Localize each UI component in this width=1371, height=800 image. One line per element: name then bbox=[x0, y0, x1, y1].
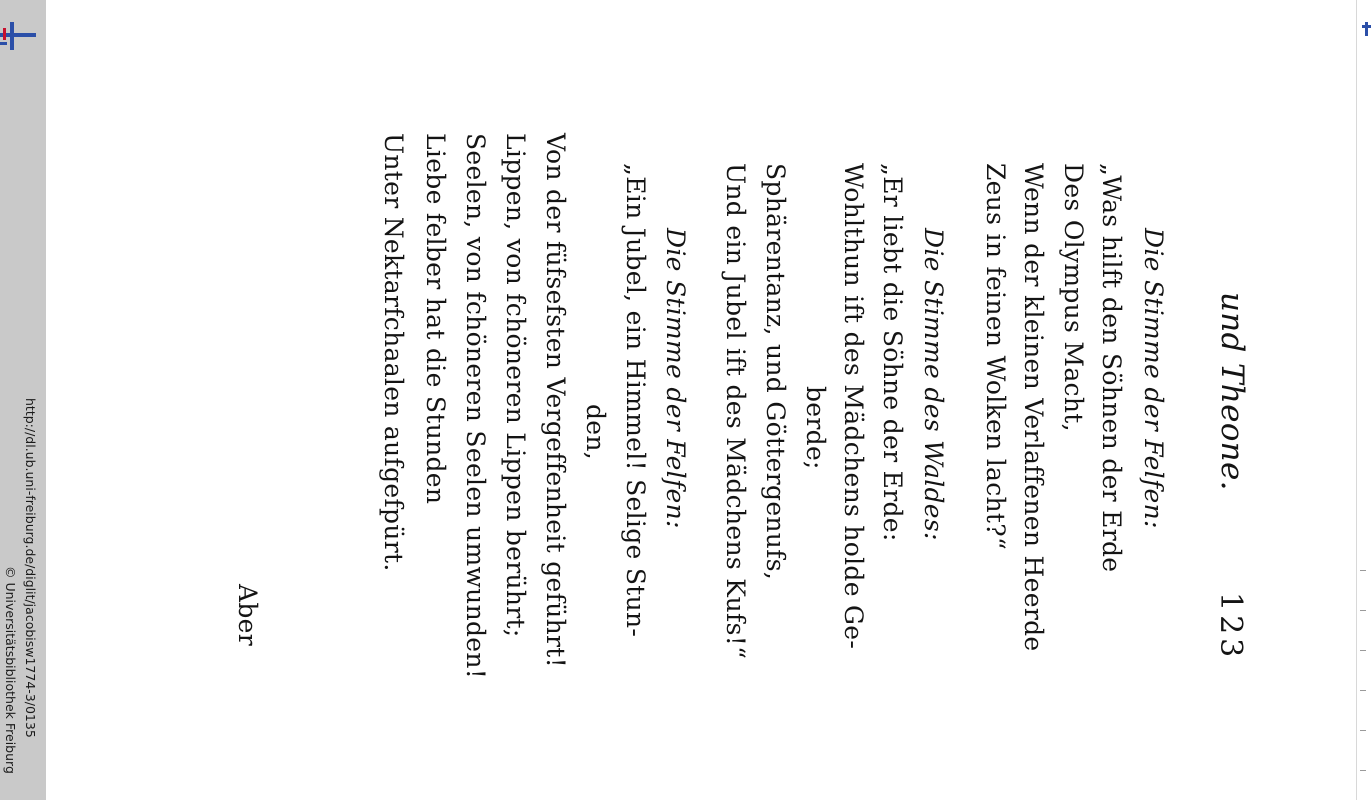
scanned-page bbox=[233, 133, 1250, 738]
running-head: und Theone. bbox=[1214, 292, 1250, 491]
verse-line: Liebe felber hat die Stunden bbox=[421, 133, 450, 505]
verse-line: Wenn der kleinen Verlaffenen Heerde bbox=[1019, 163, 1048, 652]
verse-line: berde; bbox=[801, 386, 830, 470]
catchword: Aber bbox=[233, 584, 262, 647]
section-heading: Die Stimme des Waldes: bbox=[919, 228, 948, 541]
verse-line: Und ein Jubel ift des Mädchens Kufs!“ bbox=[721, 163, 750, 660]
verse-line: Des Olympus Macht, bbox=[1059, 163, 1088, 432]
edge-tick bbox=[1360, 690, 1366, 691]
section-heading: Die Stimme der Felfen: bbox=[1139, 228, 1168, 529]
edge-tick bbox=[1360, 770, 1366, 771]
edge-tick bbox=[1360, 570, 1366, 571]
verse-line: Unter Nektarfchaalen aufgefpürt. bbox=[379, 133, 408, 572]
edge-tick bbox=[1360, 730, 1366, 731]
verse-line: „Was hilft den Söhnen der Erde bbox=[1097, 163, 1126, 573]
verse-line: „Er liebt die Söhne der Erde: bbox=[878, 163, 907, 542]
verse-line: Sphärentanz, und Göttergenufs, bbox=[761, 163, 790, 581]
section-heading: Die Stimme der Felfen: bbox=[661, 228, 690, 529]
library-logo-icon bbox=[0, 22, 40, 50]
verse-line: Lippen, von fchöneren Lippen berührt; bbox=[501, 133, 530, 638]
verse-line: Wohlthun ift des Mädchens holde Ge- bbox=[839, 163, 868, 650]
edge-tick bbox=[1360, 650, 1366, 651]
verse-line: Von der füfsefsten Vergeffenheit geführt! bbox=[541, 133, 570, 668]
edge-tick bbox=[1360, 610, 1366, 611]
left-sidebar bbox=[0, 0, 46, 800]
verse-line: Seelen, von fchöneren Seelen umwunden! bbox=[461, 133, 490, 680]
right-edge-strip bbox=[1356, 0, 1371, 800]
copyright-notice: © Universitätsbibliothek Freiburg bbox=[3, 566, 18, 774]
edge-marker-icon bbox=[1361, 22, 1371, 36]
page-number: 123 bbox=[1213, 592, 1248, 662]
source-url[interactable]: http://dl.ub.uni-freiburg.de/diglit/jacobisw1774-3/0135 bbox=[23, 398, 38, 738]
verse-line: Zeus in feinen Wolken lacht?“ bbox=[981, 163, 1010, 551]
verse-line: „Ein Jubel, ein Himmel! Selige Stun- bbox=[621, 163, 650, 638]
verse-line: den, bbox=[581, 404, 610, 461]
